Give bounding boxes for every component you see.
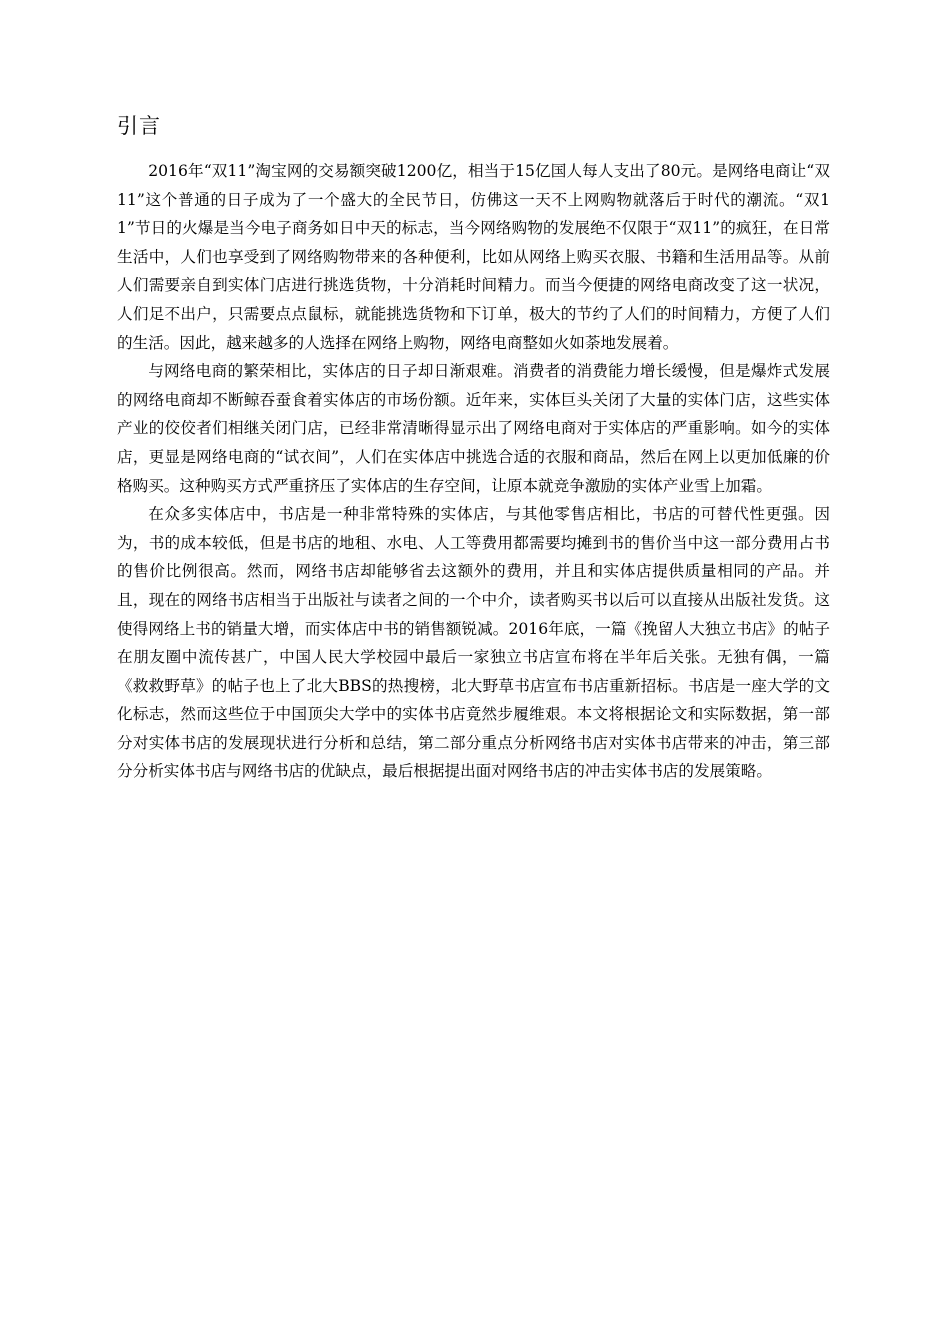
paragraph-2: 与网络电商的繁荣相比，实体店的日子却日渐艰难。消费者的消费能力增长缓慢，但是爆炸式发展的网络电商却不断鲸吞蚕食着实体店的市场份额。近年来，实体巨头关闭了大量的实体门店，这些实体产业的佼佼者们相继关闭门店，已经非常清晰得显示出了网络电商对于实体店的严重影响。如今的实体店，更显是网络电商的“试衣间”，人们在实体店中挑选合适的衣服和商品，然后在网上以更加低廉的价格购买。这种购买方式严重挤压了实体店的生存空间，让原本就竞争激励的实体产业雪上加霜。	[117, 362, 830, 495]
body-text	[117, 157, 830, 786]
section-heading: 引言	[117, 114, 161, 138]
paragraph-1: 2016年“双11”淘宝网的交易额突破1200亿，相当于15亿国人每人支出了80元。是网络电商让“双11”这个普通的日子成为了一个盛大的全民节日，仿佛这一天不上网购物就落后于时代的潮流。“双11”节日的火爆是当今电子商务如日中天的标志，当今网络购物的发展绝不仅限于“双11”的疯狂，在日常生活中，人们也享受到了网络购物带来的各种便利，比如从网络上购买衣服、书籍和生活用品等。从前人们需要亲自到实体门店进行挑选货物，十分消耗时间精力。而当今便捷的网络电商改变了这一状况，人们足不出户，只需要点点鼠标，就能挑选货物和下订单，极大的节约了人们的时间精力，方便了人们的生活。因此，越来越多的人选择在网络上购物，网络电商整如火如荼地发展着。	[117, 162, 830, 352]
paragraph-3: 在众多实体店中，书店是一种非常特殊的实体店，与其他零售店相比，书店的可替代性更强。因为，书的成本较低，但是书店的地租、水电、人工等费用都需要均摊到书的售价当中这一部分费用占书的售价比例很高。然而，网络书店却能够省去这额外的费用，并且和实体店提供质量相同的产品。并且，现在的网络书店相当于出版社与读者之间的一个中介，读者购买书以后可以直接从出版社发货。这使得网络上书的销量大增，而实体店中书的销售额锐减。2016年底，一篇《挽留人大独立书店》的帖子在朋友圈中流传甚广，中国人民大学校园中最后一家独立书店宣布将在半年后关张。无独有偶，一篇《救救野草》的帖子也上了北大BBS的热搜榜，北大野草书店宣布书店重新招标。书店是一座大学的文化标志，然而这些位于中国顶尖大学中的实体书店竟然步履维艰。本文将根据论文和实际数据，第一部分对实体书店的发展现状进行分析和总结，第二部分重点分析网络书店对实体书店带来的冲击，第三部分分析实体书店与网络书店的优缺点，最后根据提出面对网络书店的冲击实体书店的发展策略。	[117, 505, 830, 781]
